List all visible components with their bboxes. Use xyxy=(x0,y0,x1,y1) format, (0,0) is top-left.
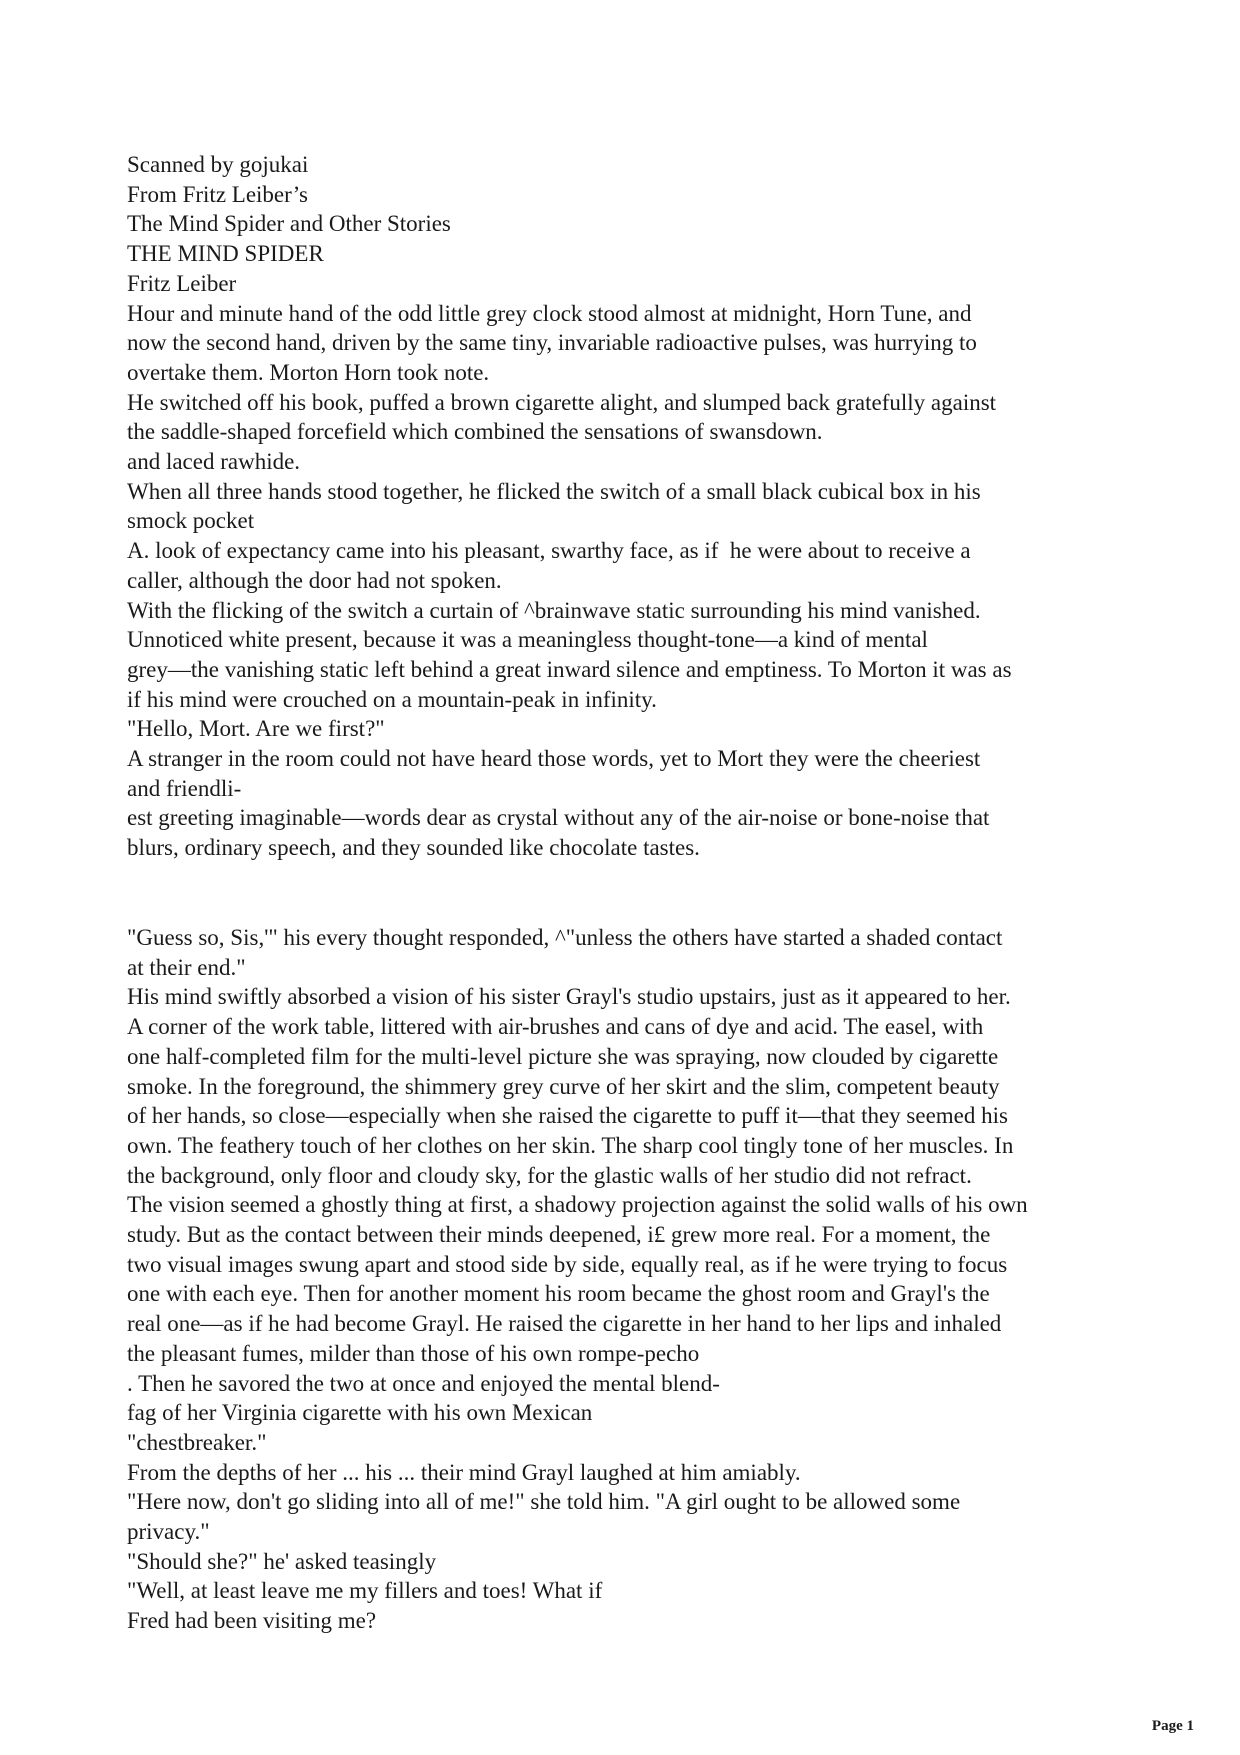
text-line: and friendli- xyxy=(127,775,242,801)
text-line: "chestbreaker." xyxy=(127,1429,267,1455)
text-line: With the flicking of the switch a curtain of ^brainwave static surrounding his mind vanished. xyxy=(127,597,981,623)
text-line: of her hands, so close—especially when she raised the cigarette to puff it—that they seemed his xyxy=(127,1103,1008,1129)
text-line: The Mind Spider and Other Stories xyxy=(127,211,451,237)
text-line: THE MIND SPIDER xyxy=(127,241,324,267)
text-line: . Then he savored the two at once and enjoyed the mental blend- xyxy=(127,1370,720,1396)
text-line: smoke. In the foreground, the shimmery grey curve of her skirt and the slim, competent beauty xyxy=(127,1073,1000,1099)
text-line: two visual images swung apart and stood side by side, equally real, as if he were trying to focus xyxy=(127,1251,1008,1277)
text-line: blurs, ordinary speech, and they sounded like chocolate tastes. xyxy=(127,835,700,861)
text-line: the pleasant fumes, milder than those of his own rompe-pecho xyxy=(127,1340,700,1366)
text-line: The vision seemed a ghostly thing at first, a shadowy projection against the solid walls of his own xyxy=(127,1192,1028,1218)
text-line: one half-completed film for the multi-level picture she was spraying, now clouded by cigarette xyxy=(127,1043,999,1069)
text-line: own. The feathery touch of her clothes on her skin. The sharp cool tingly tone of her muscles. In xyxy=(127,1132,1014,1158)
text-line: real one—as if he had become Grayl. He raised the cigarette in her hand to her lips and inhaled xyxy=(127,1311,1002,1337)
text-line: smock pocket xyxy=(127,508,255,534)
text-line: "Should she?" he' asked teasingly xyxy=(127,1548,437,1574)
text-line: He switched off his book, puffed a brown cigarette alight, and slumped back gratefully against xyxy=(127,389,997,415)
text-line: His mind swiftly absorbed a vision of his sister Grayl's studio upstairs, just as it appeared to her. xyxy=(127,984,1011,1010)
text-line: privacy." xyxy=(127,1519,210,1545)
text-line: study. But as the contact between their minds deepened, i£ grew more real. For a moment, the xyxy=(127,1222,991,1248)
text-line: Fred had been visiting me? xyxy=(127,1608,377,1634)
text-line: A corner of the work table, littered with air-brushes and cans of dye and acid. The easel, with xyxy=(127,1014,984,1040)
text-line: est greeting imaginable—words dear as crystal without any of the air-noise or bone-noise that xyxy=(127,805,990,831)
text-line: one with each eye. Then for another moment his room became the ghost room and Grayl's the xyxy=(127,1281,990,1307)
text-line: A stranger in the room could not have heard those words, yet to Mort they were the cheeriest xyxy=(127,746,981,772)
text-line: When all three hands stood together, he flicked the switch of a small black cubical box in his xyxy=(127,478,981,504)
text-line: "Guess so, Sis,'" his every thought responded, ^"unless the others have started a shaded contact xyxy=(127,925,1003,950)
text-line: From Fritz Leiber’s xyxy=(127,181,308,207)
text-block-bottom xyxy=(127,923,1127,1636)
text-line: the background, only floor and cloudy sky, for the glastic walls of her studio did not refract. xyxy=(127,1162,972,1188)
text-line: caller, although the door had not spoken. xyxy=(127,567,502,593)
text-line: A. look of expectancy came into his pleasant, swarthy face, as if he were about to receive a xyxy=(127,538,971,564)
text-line: From the depths of her ... his ... their mind Grayl laughed at him amiably. xyxy=(127,1459,801,1485)
text-line: "Hello, Mort. Are we first?" xyxy=(127,716,385,742)
text-line: Scanned by gojukai xyxy=(127,152,309,177)
text-block-top xyxy=(127,150,1127,863)
text-line: and laced rawhide. xyxy=(127,449,301,475)
text-line: Unnoticed white present, because it was a meaningless thought-tone—a kind of mental xyxy=(127,627,928,653)
text-line: now the second hand, driven by the same tiny, invariable radioactive pulses, was hurrying to xyxy=(127,330,977,356)
text-line: if his mind were crouched on a mountain-peak in infinity. xyxy=(127,686,657,712)
text-line: overtake them. Morton Horn took note. xyxy=(127,359,490,385)
text-line: at their end." xyxy=(127,954,246,980)
text-line: "Here now, don't go sliding into all of me!" she told him. "A girl ought to be allowed some xyxy=(127,1489,961,1515)
text-line: grey—the vanishing static left behind a great inward silence and emptiness. To Morton it was as xyxy=(127,656,1012,682)
text-line: Fritz Leiber xyxy=(127,270,237,296)
text-line: Hour and minute hand of the odd little grey clock stood almost at midnight, Horn Tune, and xyxy=(127,300,972,326)
text-line: "Well, at least leave me my fillers and toes! What if xyxy=(127,1578,603,1604)
text-line: the saddle-shaped forcefield which combined the sensations of swansdown. xyxy=(127,419,823,445)
text-line: fag of her Virginia cigarette with his own Mexican xyxy=(127,1400,593,1426)
page-number: Page 1 xyxy=(1151,1718,1194,1734)
